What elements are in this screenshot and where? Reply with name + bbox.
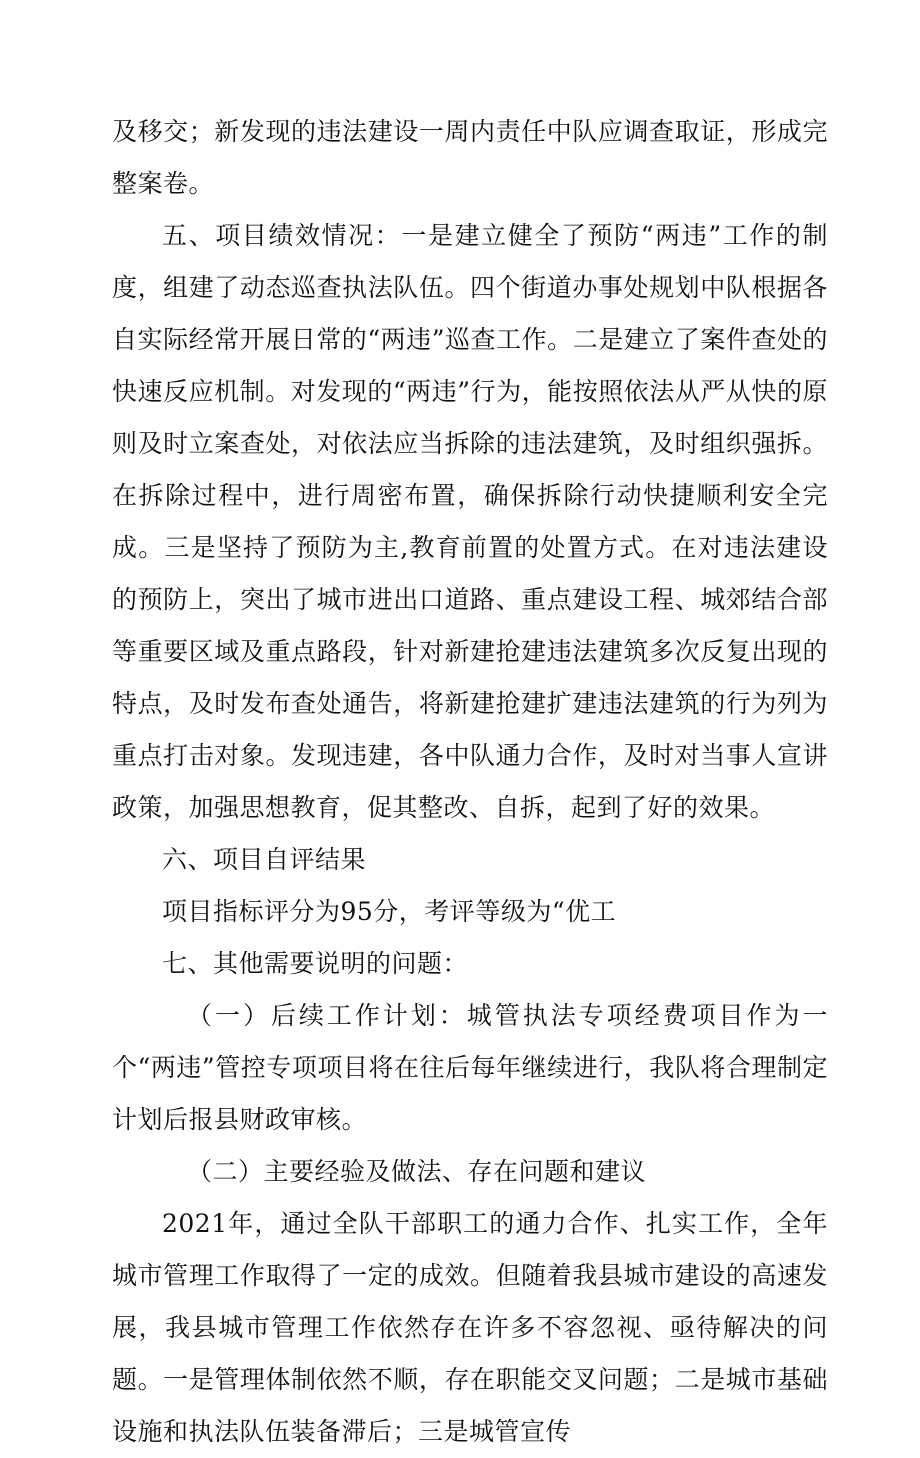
document-body	[112, 106, 828, 1458]
paragraph-2021-summary: 2021年，通过全队干部职工的通力合作、扎实工作，全年城市管理工作取得了一定的成效。但随着我县城市建设的高速发展，我县城市管理工作依然存在许多不容忽视、亟待解决的问题。一是管理体制依然不顺，存在职能交叉问题；二是城市基础设施和执法队伍装备滞后；三是城管宣传	[112, 1209, 828, 1446]
paragraph-score: 项目指标评分为95分，考评等级为“优工	[162, 897, 617, 926]
heading-self-evaluation: 六、项目自评结果	[162, 845, 367, 874]
paragraph-follow-up-plan: （一）后续工作计划：城管执法专项经费项目作为一个“两违”管控专项项目将在往后每年继续进行，我队将合理制定计划后报县财政审核。	[112, 1001, 828, 1134]
paragraph-handover: 及移交；新发现的违法建设一周内责任中队应调查取证，形成完整案卷。	[112, 117, 828, 198]
heading-other-issues: 七、其他需要说明的问题：	[162, 949, 469, 978]
heading-experience: （二）主要经验及做法、存在问题和建议	[187, 1157, 647, 1186]
paragraph-performance: 五、项目绩效情况：一是建立健全了预防“两违”工作的制度，组建了动态巡查执法队伍。四个街道办事处规划中队根据各自实际经常开展日常的“两违”巡查工作。二是建立了案件查处的快速反应机制。对发现的“两违”行为，能按照依法从严从快的原则及时立案查处，对依法应当拆除的违法建筑，及时组织强拆。在拆除过程中，进行周密布置，确保拆除行动快捷顺利安全完成。三是坚持了预防为主,教育前置的处置方式。在对违法建设的预防上，突出了城市进出口道路、重点建设工程、城郊结合部等重要区域及重点路段，针对新建抢建违法建筑多次反复出现的特点，及时发布查处通告，将新建抢建扩建违法建筑的行为列为重点打击对象。发现违建，各中队通力合作，及时对当事人宣讲政策，加强思想教育，促其整改、自拆，起到了好的效果。	[112, 221, 828, 822]
